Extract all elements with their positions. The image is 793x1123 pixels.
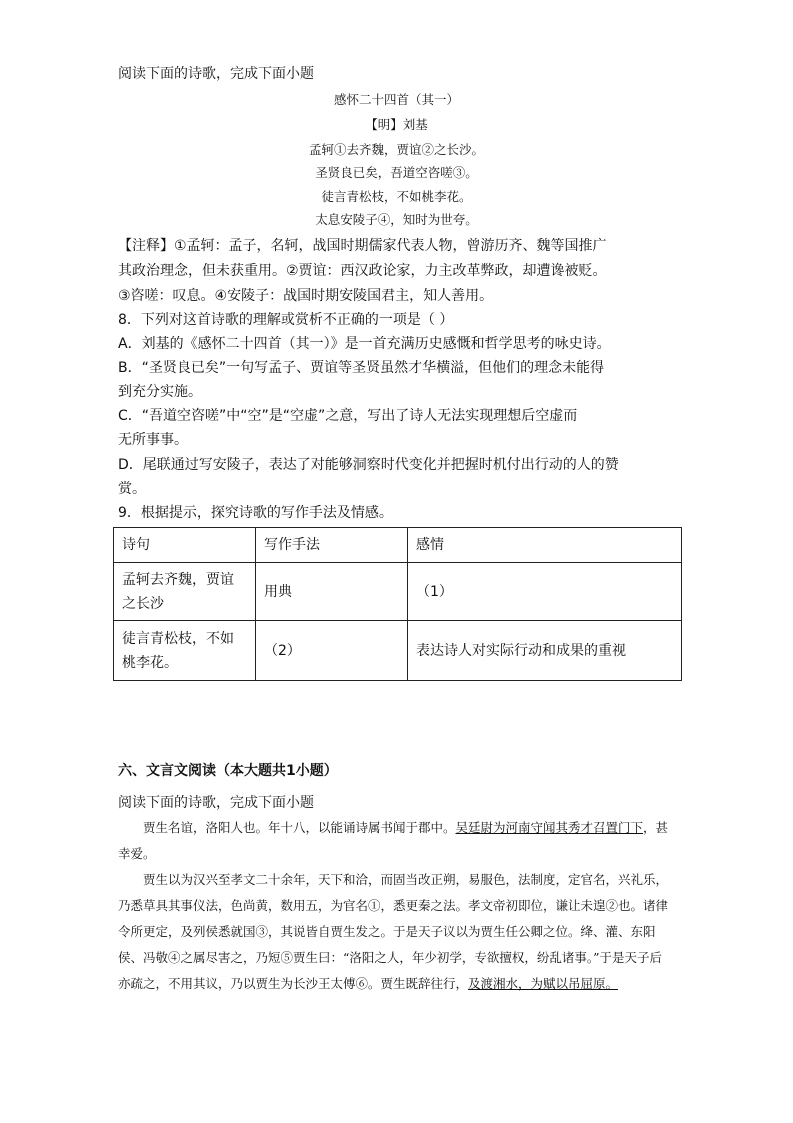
table-cell: 用典 [256, 563, 408, 621]
question-9-stem: 9．根据提示，探究诗歌的写作手法及情感。 [118, 505, 393, 521]
poem-line: 太息安陵子④，知时为世夸。 [315, 212, 478, 227]
notes-line: ③咨嗟：叹息。④安陵子：战国时期安陵国君主，知人善用。 [118, 288, 494, 304]
classical-paragraph-2 [118, 867, 673, 997]
question-8-option: A．刘基的《感怀二十四首（其一）》是一首充满历史感慨和哲学思考的咏史诗。 [118, 336, 611, 352]
question-8-option: 到充分实施。 [118, 384, 202, 400]
answer-blank-2: （2） [256, 621, 408, 681]
classical-paragraph-1 [118, 815, 673, 867]
table-cell: 徒言青松枝，不如桃李花。 [114, 621, 256, 681]
table-header-cell: 感情 [408, 528, 682, 563]
question-8-stem: 8．下列对这首诗歌的理解或赏析不正确的一项是（ ） [118, 312, 454, 328]
question-9-table [113, 527, 682, 681]
table-cell: 孟轲去齐魏，贾谊之长沙 [114, 563, 256, 621]
table-header-row [114, 528, 682, 563]
question-8-option: 赏。 [118, 481, 146, 497]
section1-intro: 阅读下面的诗歌，完成下面小题 [118, 66, 314, 82]
paragraph-text: 贾生名谊，洛阳人也。年十八，以能诵诗属书闻于郡中。 [143, 820, 456, 835]
paragraph-text: 贾生以为汉兴至孝文二十余年，天下和洽，而固当改正朔，易服色，法制度，定官名，兴礼乐，乃悉草具其事仪法，色尚黄，数用五，为官名①，悉更秦之法。孝文帝初即位，谦让未遑②也。诸律令所更定，及列侯悉就国③，其说皆自贾生发之。于是天子议以为贾生任公卿之位。绛、灌、东阳侯、冯敬④之属尽害之，乃短⑤贾生曰：“洛阳之人，年少初学，专欲擅权，纷乱诸事。”于是天子后亦疏之，不用其议，乃以贾生为长沙王太傅⑥。贾生既辞往行， [118, 872, 669, 991]
paragraph-text: ，甚幸爱。 [118, 820, 669, 861]
poem-author: 【明】刘基 [365, 117, 428, 132]
poem-line: 孟轲①去齐魏，贾谊②之长沙。 [308, 142, 484, 157]
section2-heading: 六、文言文阅读（本大题共1小题） [118, 763, 338, 779]
poem-line: 徒言青松枝，不如桃李花。 [321, 189, 472, 204]
table-row [114, 563, 682, 621]
poem-line: 圣贤良已矣，吾道空咨嗟③。 [315, 165, 478, 180]
question-8-option: C．“吾道空咨嗟”中“空”是“空虚”之意，写出了诗人无法实现理想后空虚而 [118, 408, 578, 424]
poem-title: 感怀二十四首（其一） [333, 92, 459, 107]
underlined-sentence: 及渡湘水，为赋以吊屈原。 [468, 976, 619, 991]
question-8-option: 无所事事。 [118, 432, 188, 448]
table-header-cell: 诗句 [114, 528, 256, 563]
question-8-option: B．“圣贤良已矣”一句写孟子、贾谊等圣贤虽然才华横溢，但他们的理念未能得 [118, 360, 605, 376]
table-cell: 表达诗人对实际行动和成果的重视 [408, 621, 682, 681]
notes-line: 【注释】①孟轲：孟子，名轲，战国时期儒家代表人物，曾游历齐、魏等国推广 [118, 238, 607, 254]
notes-line: 其政治理念，但未获重用。②贾谊：西汉政论家，力主改革弊政，却遭谗被贬。 [118, 263, 607, 279]
question-8-option: D．尾联通过写安陵子，表达了对能够洞察时代变化并把握时机付出行动的人的赞 [118, 457, 619, 473]
underlined-sentence: 吴廷尉为河南守闻其秀才召置门下 [455, 820, 644, 835]
section2-intro: 阅读下面的诗歌，完成下面小题 [118, 795, 314, 811]
answer-blank-1: （1） [408, 563, 682, 621]
table-header-cell: 写作手法 [256, 528, 408, 563]
table-row [114, 621, 682, 681]
